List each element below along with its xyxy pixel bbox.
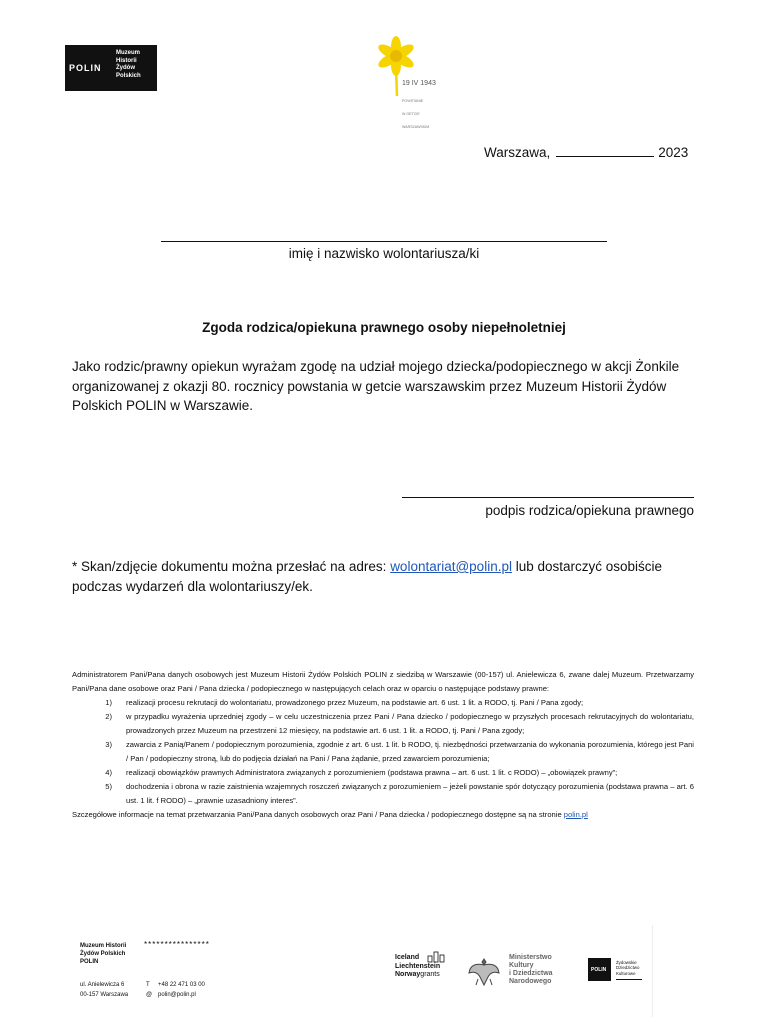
gdpr-intro: Administratorem Pani/Pana danych osobowych jest Muzeum Historii Żydów Polskich POLIN z siedzibą w Warszawie (00-157) ul. Anielewicza 6, zwane dalej Muzeum. Przetwarzamy Pani/Pana dane osobowe oraz Pani / Pana dziecka / podopiecznego w następujących celach oraz w oparciu o następujące podstawy prawne: [72, 670, 694, 693]
volunteer-name-line[interactable] [161, 241, 607, 242]
footer-address-line: 00-157 Warszawa [80, 991, 129, 998]
grants-norway: Norway [395, 971, 421, 978]
grants-mark-icon [427, 951, 445, 965]
consent-paragraph: Jako rodzic/prawny opiekun wyrażam zgodę na udział mojego dziecka/podopiecznego w akcji Żonkile organizowanej z okazji 80. rocznicy powstania w getcie warszawskim przez Muzeum Historii Żydów Polskich POLIN w Warszawie. [72, 359, 680, 413]
polin-heritage-label [616, 960, 642, 980]
polin-heritage-rule [616, 979, 642, 980]
daffodil-icon [376, 36, 416, 98]
polin-heritage-line: Kulturowe [616, 970, 636, 976]
gdpr-clause [72, 668, 694, 822]
submission-note [72, 557, 696, 596]
ghetto-logo-sub-line: WARSZAWSKIM [402, 125, 430, 130]
footer-phone-number: +48 22 471 03 00 [158, 982, 205, 988]
year-label: 2023 [658, 145, 689, 160]
ghetto-logo-sub [402, 90, 429, 138]
footer-polin-name [80, 942, 126, 966]
gdpr-item-number: 4) [105, 768, 112, 777]
gdpr-list-item [72, 696, 694, 710]
gdpr-closing [72, 808, 694, 822]
ministry-line: Kultury [509, 962, 534, 969]
footer-email [146, 991, 205, 1001]
polin-logo-line: Muzeum [116, 50, 140, 56]
footer-contact [146, 981, 205, 1000]
footer-polin-name-line: POLIN [80, 959, 99, 965]
ghetto-uprising-logo [376, 36, 446, 130]
gdpr-item-text: realizacji obowiązków prawnych Administratora związanych z porozumieniem (podstawa prawna – art. 6 ust. 1 lit. c RODO) – „obowiązek prawny”; [126, 768, 618, 777]
gdpr-item-text: w przypadku wyrażenia uprzedniej zgody – w celu uczestniczenia przez Pani / Pana dziecko / podopiecznego w przyszłych procesach rekrutacyjnych do wolontariatu, prowadzonych przez Muzeum na przestrzeni 12 miesięcy, na podstawie art. 6 ust. 1 lit. a RODO, tj. Pani / Pana zgody; [126, 712, 694, 735]
grants-line: Iceland [395, 954, 420, 961]
gdpr-item-number: 2) [105, 712, 112, 721]
gdpr-item-text: realizacji procesu rekrutacji do wolontariatu, prowadzonego przez Muzeum, na podstawie art. 6 ust. 1 lit. a RODO, tj. Pani / Pana zgody; [126, 698, 584, 707]
polin-logo-line: Historii [116, 57, 137, 64]
gdpr-item-text: dochodzenia i obrona w razie zaistnienia wzajemnych roszczeń związanych z porozumieniem – jeżeli powstanie spór dotyczący porozumienia (podstawa prawna – art. 6 ust. 1 lit. f RODO) – „prawnie uzasadniony interes”. [126, 782, 694, 805]
polin-small-mark: POLIN [591, 967, 607, 973]
ministry-culture-logo [509, 954, 553, 986]
gdpr-list-item [72, 780, 694, 808]
polin-heritage-line: Żydowskie [616, 960, 637, 965]
gdpr-item-text: zawarcia z Panią/Panem / podopiecznym porozumienia, zgodnie z art. 6 ust. 1 lit. b RODO, tj. niezbędności przetwarzania do wykonania porozumienia, którego jest Pani / Pan / podopieczny stroną, lub do podjęcia działań na Pani / Pana żądanie, przed zawarciem porozumienia; [126, 740, 694, 763]
eea-norway-grants-logo [395, 954, 440, 980]
polish-eagle-icon [466, 953, 502, 989]
document-title: Zgoda rodzica/opiekuna prawnego osoby niepełnoletniej [202, 320, 566, 335]
footer-address [80, 981, 128, 1000]
polin-logo-line: Polskich [116, 72, 141, 79]
footer-address-line: ul. Anielewicza 6 [80, 982, 125, 988]
polin-website-link[interactable]: polin.pl [563, 810, 588, 819]
ghetto-logo-sub-line: W GETCIE [402, 112, 420, 117]
polin-logo-line: Żydów [116, 65, 135, 72]
ghetto-logo-date: 19 IV 1943 [402, 80, 436, 87]
gdpr-list-item [72, 766, 694, 780]
gdpr-closing-text: Szczegółowe informacje na temat przetwarzania Pani/Pana danych osobowych oraz Pani / Pana dziecka / podopiecznego dostępne są na stronie [72, 810, 564, 819]
ministry-line: Narodowego [509, 978, 552, 985]
date-field [484, 145, 688, 160]
date-blank[interactable] [556, 145, 654, 157]
note-before: * Skan/zdjęcie dokumentu można przesłać na adres: [72, 559, 391, 574]
ministry-line: i Dziedzictwa [509, 970, 553, 977]
gdpr-item-number: 3) [105, 740, 112, 749]
footer-polin-name-line: Muzeum Historii [80, 943, 127, 949]
footer-polin-name-line: Żydów Polskich [80, 951, 126, 957]
footer-email-address[interactable]: polin@polin.pl [158, 991, 196, 998]
grants-line: Liechtenstein [395, 962, 441, 970]
volunteer-email-link[interactable]: wolontariat@polin.pl [390, 559, 512, 574]
grants-word: grants [420, 971, 440, 978]
gdpr-list-item [72, 710, 694, 738]
gdpr-list [72, 696, 694, 808]
polin-logo-mark: POLIN [69, 63, 102, 73]
signature-line[interactable] [402, 497, 694, 498]
note-after: lub dostarczyć osobiście podczas wydarzeń dla wolontariuszy/ek. [72, 559, 663, 594]
polin-small-logo [588, 958, 611, 981]
polin-heritage-line: Dziedzictwo [616, 965, 640, 971]
grants-line [395, 971, 440, 980]
footer-phone [146, 981, 205, 991]
footer-stars: **************** [144, 940, 210, 949]
ghetto-logo-sub-line: POWSTANIE [402, 98, 424, 103]
phone-icon: T [146, 982, 150, 988]
gdpr-list-item [72, 738, 694, 766]
polin-logo-names [116, 50, 141, 80]
signature-label: podpis rodzica/opiekuna prawnego [485, 503, 694, 518]
polin-museum-logo [65, 45, 157, 91]
gdpr-item-number: 1) [105, 698, 112, 707]
footer-divider [652, 925, 653, 1017]
ministry-line: Ministerstwo [509, 954, 552, 961]
city-label: Warszawa, [484, 145, 551, 160]
at-icon: @ [146, 991, 153, 998]
volunteer-name-label: imię i nazwisko wolontariusza/ki [288, 246, 480, 261]
gdpr-item-number: 5) [105, 782, 112, 791]
